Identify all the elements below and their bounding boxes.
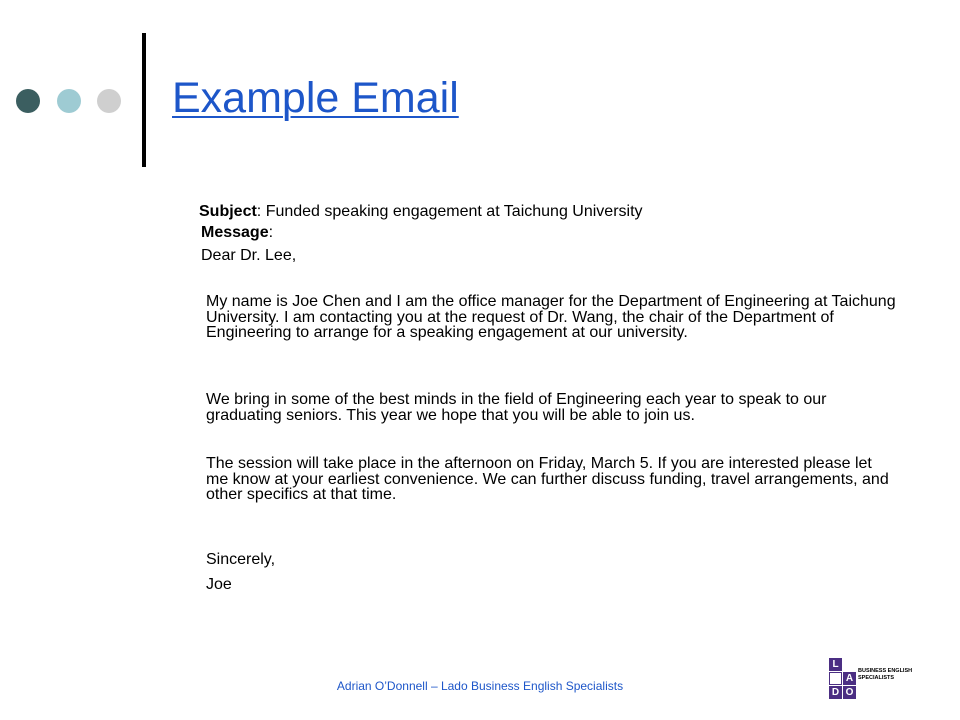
logo-letter: D bbox=[829, 686, 842, 699]
subject-line bbox=[199, 203, 643, 221]
message-label: Message bbox=[201, 224, 269, 241]
closing: Sincerely, bbox=[206, 551, 276, 568]
logo-letter: L bbox=[829, 658, 842, 671]
slide-title-link[interactable]: Example Email bbox=[172, 74, 459, 122]
footer-credit: Adrian O’Donnell – Lado Business English Specialists bbox=[336, 679, 624, 693]
greeting: Dear Dr. Lee, bbox=[201, 247, 297, 264]
signature: Joe bbox=[206, 576, 232, 593]
subject-text: : Funded speaking engagement at Taichung University bbox=[256, 203, 643, 220]
logo-blank-cell bbox=[829, 672, 842, 685]
message-colon: : bbox=[268, 224, 274, 241]
body-paragraph: My name is Joe Chen and I am the office manager for the Department of Engineering at Taichung University. I am contacting you at the request of Dr. Wang, the chair of the Department of Engineering to arrange for a speaking engagement at our university. bbox=[206, 293, 896, 341]
logo-brand-line1: BUSINESS ENGLISH bbox=[858, 668, 913, 674]
logo-brand-line2: SPECIALISTS bbox=[858, 675, 895, 681]
body-paragraph: The session will take place in the afternoon on Friday, March 5. If you are interested please let me know at your earliest convenience. We can further discuss funding, travel arrangements, and other specifics at that time. bbox=[206, 455, 889, 503]
decorative-dot-light bbox=[57, 89, 81, 113]
message-line bbox=[201, 224, 273, 242]
body-paragraph: We bring in some of the best minds in the field of Engineering each year to speak to our graduating seniors. This year we hope that you will be able to join us. bbox=[206, 391, 827, 424]
decorative-dot-dark bbox=[16, 89, 40, 113]
subject-label: Subject bbox=[199, 203, 257, 220]
logo-brand-text bbox=[858, 668, 912, 682]
lado-logo bbox=[829, 658, 913, 698]
decorative-dot-gray bbox=[97, 89, 121, 113]
logo-letter: O bbox=[843, 686, 856, 699]
logo-letter: A bbox=[843, 672, 856, 685]
title-divider bbox=[142, 33, 146, 167]
